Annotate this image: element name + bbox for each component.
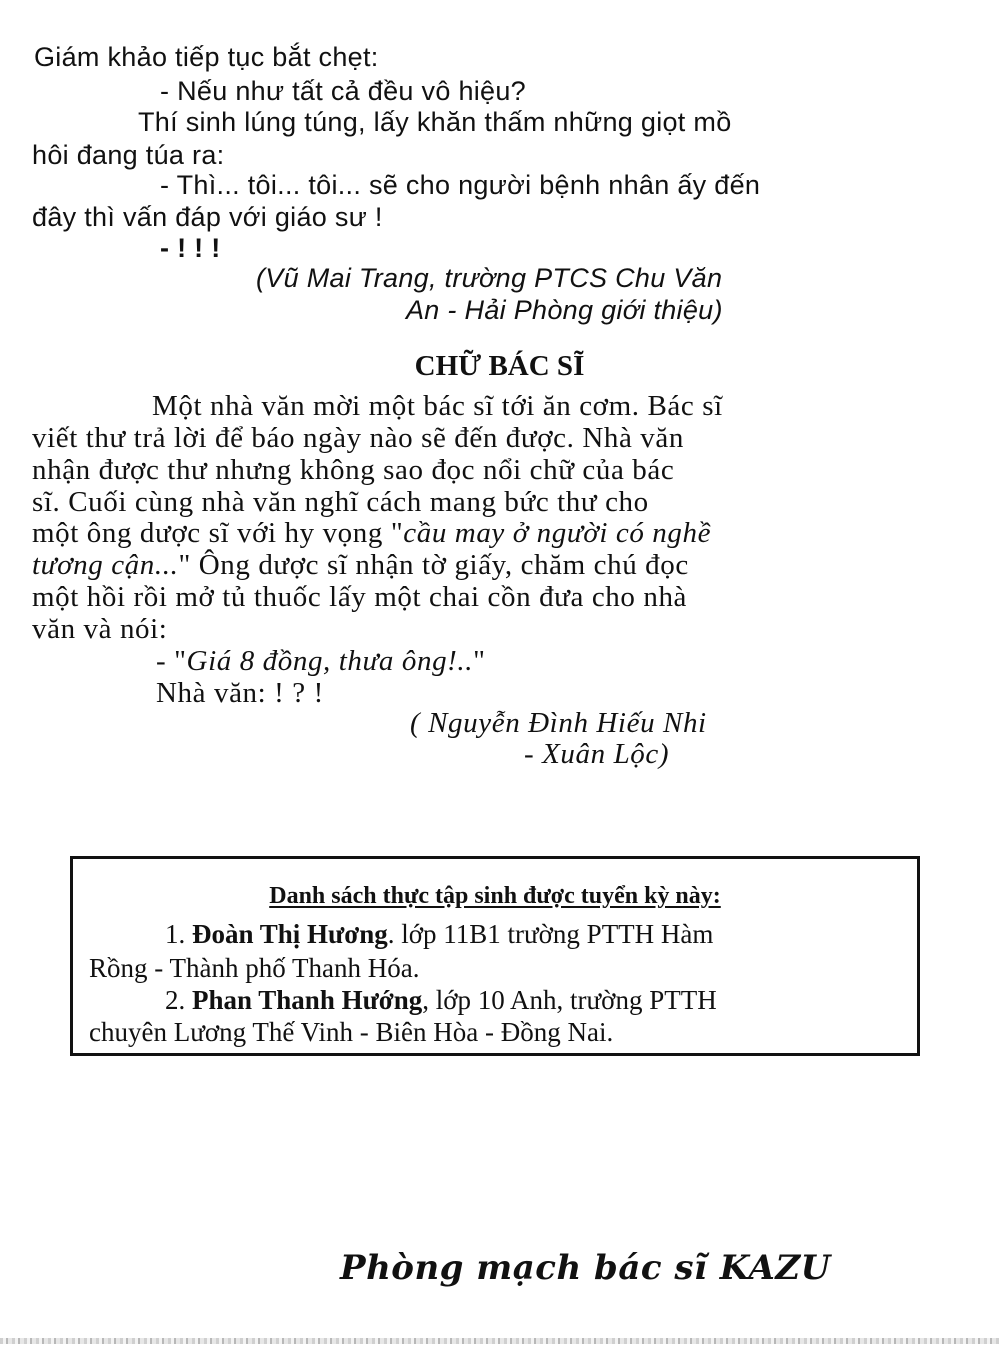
story1-line-1: Giám khảo tiếp tục bắt chẹt: [34, 42, 379, 72]
story2-line-4: sĩ. Cuối cùng nhà văn nghĩ cách mang bức thư cho [32, 486, 649, 518]
story2-quote-italic: Giá 8 đồng, thưa ông!.. [186, 645, 474, 677]
intern-item-1-detail: . lớp 11B1 trường PTTH Hàm [387, 919, 714, 949]
intern-item-2-number: 2. [165, 985, 186, 1015]
intern-item-1-name: Đoàn Thị Hương [192, 919, 388, 949]
intern-item-2-name: Phan Thanh Hướng [192, 985, 423, 1015]
story2-credit-2: - Xuân Lộc) [524, 738, 670, 770]
intern-list-heading: Danh sách thực tập sinh được tuyển kỳ này: [269, 883, 721, 909]
story1-line-4: hôi đang túa ra: [32, 140, 225, 170]
story2-line-1: Một nhà văn mời một bác sĩ tới ăn cơm. Bác sĩ [152, 390, 723, 422]
intern-item-1-cont: Rồng - Thành phố Thanh Hóa. [89, 953, 420, 983]
story2-line-5 [32, 517, 711, 550]
story2-line-5-prefix: một ông dược sĩ với hy vọng " [32, 517, 404, 549]
story1-line-2: - Nếu như tất cả đều vô hiệu? [160, 76, 527, 106]
intern-item-2-detail: , lớp 10 Anh, trường PTTH [422, 985, 717, 1015]
story2-reaction: Nhà văn: ! ? ! [156, 677, 324, 709]
story2-line-6 [32, 549, 689, 582]
intern-item-2-cont: chuyên Lương Thế Vinh - Biên Hòa - Đồng Nai. [89, 1017, 614, 1047]
story1-line-7: - ! ! ! [160, 233, 221, 263]
story2-line-5-italic: cầu may ở người có nghề [403, 517, 712, 549]
footer-signature: Phòng mạch bác sĩ KAZU [340, 1248, 831, 1288]
story2-line-6-italic: tương cận... [32, 549, 179, 581]
intern-item-1-number: 1. [165, 919, 186, 949]
story2-line-3: nhận được thư nhưng không sao đọc nổi chữ của bác [32, 454, 675, 486]
story1-credit-2: An - Hải Phòng giới thiệu) [406, 295, 723, 325]
story2-quote-prefix: - " [156, 645, 187, 677]
story2-line-8: văn và nói: [32, 613, 168, 645]
story1-line-3: Thí sinh lúng túng, lấy khăn thấm những giọt mồ [138, 107, 732, 137]
story2-line-2: viết thư trả lời để báo ngày nào sẽ đến được. Nhà văn [32, 422, 684, 454]
story2-quote [156, 645, 486, 678]
intern-item-2 [165, 985, 717, 1016]
story2-line-6-rest: " Ông dược sĩ nhận tờ giấy, chăm chú đọc [178, 549, 689, 581]
story1-line-5: - Thì... tôi... tôi... sẽ cho người bệnh nhân ấy đến [160, 170, 761, 200]
story2-quote-suffix: " [473, 645, 486, 677]
story1-credit-1: (Vũ Mai Trang, trường PTCS Chu Văn [256, 263, 723, 293]
scan-edge-artifact [0, 1338, 999, 1344]
intern-list-box [70, 856, 920, 1056]
story2-title: CHỮ BÁC SĨ [414, 350, 585, 382]
intern-item-1 [165, 919, 713, 950]
story2-credit-1: ( Nguyễn Đình Hiếu Nhi [410, 707, 707, 739]
story2-line-7: một hồi rồi mở tủ thuốc lấy một chai cồn đưa cho nhà [32, 581, 688, 613]
story1-line-6: đây thì vấn đáp với giáo sư ! [32, 202, 383, 232]
